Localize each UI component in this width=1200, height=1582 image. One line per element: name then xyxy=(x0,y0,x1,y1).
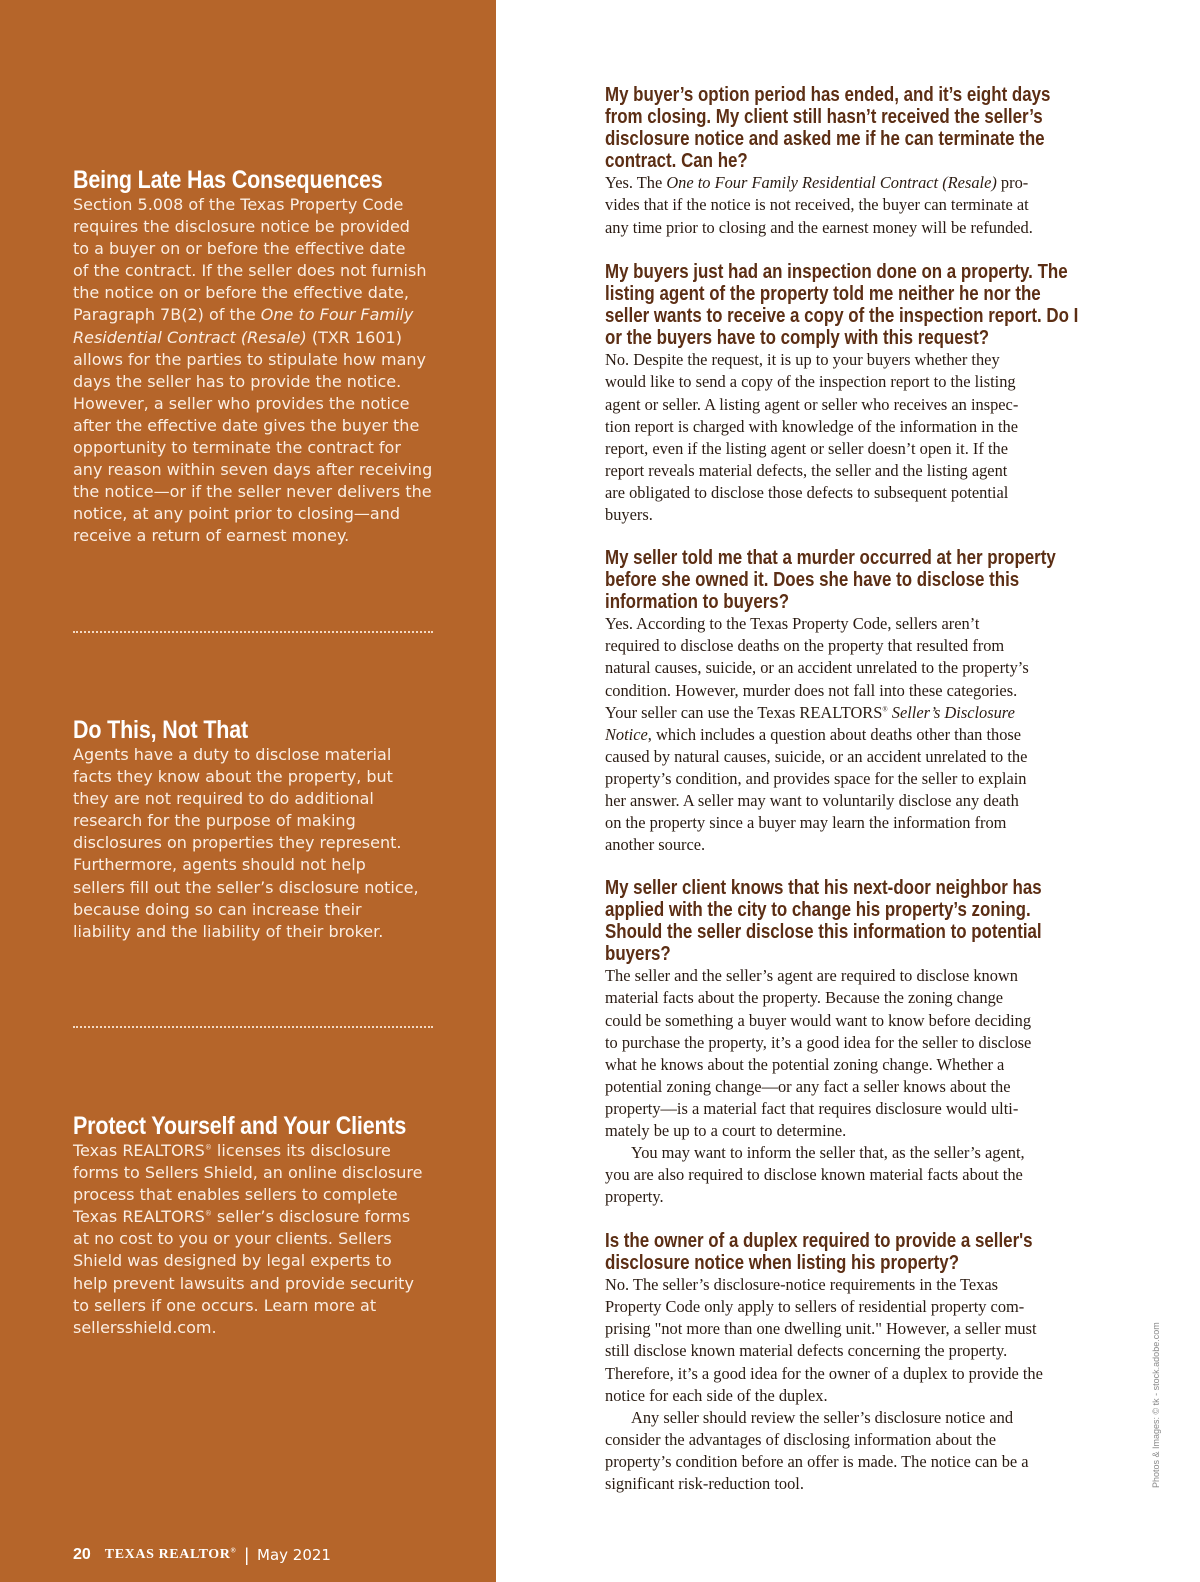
answer-line: prising "not more than one dwelling unit." However, a seller must xyxy=(605,1319,1037,1339)
question xyxy=(605,84,1125,172)
sidebar-section-late xyxy=(73,166,438,548)
answer-line: to purchase the property, it’s a good idea for the seller to disclose xyxy=(605,1032,1032,1052)
page-footer xyxy=(73,1543,331,1567)
issue-date: May 2021 xyxy=(257,1546,331,1564)
qa-option-period xyxy=(605,84,1125,239)
body-line: at no cost to you or your clients. Sellers xyxy=(73,1229,392,1249)
body-line: the notice on or before the effective date, xyxy=(73,283,409,303)
section-body xyxy=(73,194,438,548)
sidebar xyxy=(0,0,496,1582)
answer-line: her answer. A seller may want to voluntarily disclose any death xyxy=(605,791,1019,811)
answer-line: still disclose known material defects concerning the property. xyxy=(605,1341,1008,1361)
body-line: Residential Contract (Resale) (TXR 1601) xyxy=(73,327,402,347)
body-line: sellers fill out the seller’s disclosure notice, xyxy=(73,877,419,897)
answer-line: The seller and the seller’s agent are required to disclose known xyxy=(605,966,1018,986)
body-line: any reason within seven days after receiving xyxy=(73,460,433,480)
body-line: sellersshield.com. xyxy=(73,1317,217,1337)
question-line: My buyer’s option period has ended, and it’s eight days xyxy=(605,84,1051,106)
answer-line: No. The seller’s disclosure-notice requirements in the Texas xyxy=(605,1275,999,1295)
answer-line: property—is a material fact that requires disclosure would ulti- xyxy=(605,1098,1019,1118)
body-line: after the effective date gives the buyer the xyxy=(73,415,420,435)
question-line: seller wants to receive a copy of the inspection report. Do I xyxy=(605,305,1079,328)
body-line: to sellers if one occurs. Learn more at xyxy=(73,1295,377,1315)
question-line: or the buyers have to comply with this request? xyxy=(605,327,990,350)
answer-line: could be something a buyer would want to know before deciding xyxy=(605,1010,1032,1030)
answer-line: consider the advantages of disclosing information about the xyxy=(605,1429,996,1449)
body-line: requires the disclosure notice be provided xyxy=(73,217,410,237)
body-line: the notice—or if the seller never delivers the xyxy=(73,482,432,502)
body-line: Agents have a duty to disclose material xyxy=(73,745,392,764)
answer-line: tion report is charged with knowledge of the information in the xyxy=(605,416,1019,436)
answer-line: Your seller can use the Texas REALTORS® Seller’s Disclosure xyxy=(605,702,1015,722)
question-line: from closing. My client still hasn’t received the seller’s xyxy=(605,106,1043,129)
answer-line: report reveals material defects, the seller and the listing agent xyxy=(605,460,1008,480)
answer-line: required to disclose deaths on the property that resulted from xyxy=(605,636,1005,656)
section-body xyxy=(73,744,438,943)
answer-line: any time prior to closing and the earnest money will be refunded. xyxy=(605,217,1033,237)
footer-separator: | xyxy=(244,1544,250,1565)
answer-line: you are also required to disclose known material facts about the xyxy=(605,1165,1023,1185)
answer xyxy=(605,349,1125,526)
answer-line: Yes. The One to Four Family Residential Contract (Resale) pro- xyxy=(605,173,1029,193)
body-line: because doing so can increase their xyxy=(73,899,362,919)
body-line: liability and the liability of their broker. xyxy=(73,921,384,941)
body-line: notice, at any point prior to closing—and xyxy=(73,504,401,524)
answer xyxy=(605,965,1125,1208)
qa-murder-disclosure xyxy=(605,547,1125,856)
qa-inspection-report xyxy=(605,261,1125,526)
qa-zoning-change xyxy=(605,877,1125,1208)
magazine-title: TEXAS REALTOR® xyxy=(104,1546,237,1562)
answer-line: Property Code only apply to sellers of residential property com- xyxy=(605,1297,1025,1317)
question-line: information to buyers? xyxy=(605,591,790,614)
sidebar-section-protect xyxy=(73,1112,438,1339)
question-line: listing agent of the property told me neither he nor the xyxy=(605,283,1041,306)
answer-line: another source. xyxy=(605,835,706,855)
sidebar-divider xyxy=(73,1026,433,1028)
section-heading: Being Late Has Consequences xyxy=(73,166,383,194)
answer xyxy=(605,172,1125,238)
question-line: before she owned it. Does she have to disclose this xyxy=(605,569,1020,592)
body-line: research for the purpose of making xyxy=(73,811,356,831)
body-line: disclosures on properties they represent. xyxy=(73,833,402,853)
question-line: disclosure notice and asked me if he can terminate the xyxy=(605,128,1045,151)
body-line: Section 5.008 of the Texas Property Code xyxy=(73,195,404,214)
answer-line: property’s condition, and provides space for the seller to explain xyxy=(605,768,1027,788)
question-line: Should the seller disclose this information to potential xyxy=(605,921,1042,944)
body-line: process that enables sellers to complete xyxy=(73,1185,398,1205)
question xyxy=(605,261,1125,349)
qa-duplex-owner xyxy=(605,1230,1125,1495)
body-line: receive a return of earnest money. xyxy=(73,526,350,546)
answer xyxy=(605,613,1125,856)
body-line: Texas REALTORS® licenses its disclosure xyxy=(73,1141,391,1160)
answer-line: would like to send a copy of the inspection report to the listing xyxy=(605,372,1016,392)
body-line: Shield was designed by legal experts to xyxy=(73,1251,392,1271)
section-heading: Protect Yourself and Your Clients xyxy=(73,1112,407,1140)
body-line: facts they know about the property, but xyxy=(73,767,393,787)
question-line: Is the owner of a duplex required to provide a seller's xyxy=(605,1230,1033,1252)
answer-line: agent or seller. A listing agent or seller who receives an inspec- xyxy=(605,394,1019,414)
answer-line: property. xyxy=(605,1187,664,1207)
answer-line: are obligated to disclose those defects to subsequent potential xyxy=(605,482,1009,502)
sidebar-divider xyxy=(73,631,433,633)
answer-line: Notice, which includes a question about deaths other than those xyxy=(605,724,1022,744)
body-line: days the seller has to provide the notice. xyxy=(73,371,402,391)
answer-line: buyers. xyxy=(605,505,653,525)
answer-line: property’s condition before an offer is made. The notice can be a xyxy=(605,1451,1029,1471)
answer-line: You may want to inform the seller that, as the seller’s agent, xyxy=(631,1143,1025,1163)
question-line: disclosure notice when listing his property? xyxy=(605,1252,960,1275)
body-line: opportunity to terminate the contract for xyxy=(73,438,401,458)
answer xyxy=(605,1274,1125,1495)
answer-line: notice for each side of the duplex. xyxy=(605,1385,828,1405)
question-line: My seller client knows that his next-door neighbor has xyxy=(605,877,1042,899)
question-line: contract. Can he? xyxy=(605,150,748,173)
answer-line: mately be up to a court to determine. xyxy=(605,1121,847,1141)
answer-line: material facts about the property. Because the zoning change xyxy=(605,988,1004,1008)
photo-credit: Photos & Images: © tk - stock.adobe.com xyxy=(1151,1322,1161,1488)
question-line: applied with the city to change his property’s zoning. xyxy=(605,899,1031,922)
section-heading: Do This, Not That xyxy=(73,716,249,744)
body-line: they are not required to do additional xyxy=(73,789,374,809)
body-line: forms to Sellers Shield, an online disclosure xyxy=(73,1163,423,1183)
answer-line: natural causes, suicide, or an accident unrelated to the property’s xyxy=(605,658,1029,678)
body-line: Furthermore, agents should not help xyxy=(73,855,366,875)
answer-line: caused by natural causes, suicide, or an accident unrelated to the xyxy=(605,746,1028,766)
body-line: of the contract. If the seller does not furnish xyxy=(73,261,427,281)
body-line: allows for the parties to stipulate how many xyxy=(73,349,426,369)
question-line: My buyers just had an inspection done on a property. The xyxy=(605,261,1068,283)
answer-line: No. Despite the request, it is up to your buyers whether they xyxy=(605,350,1000,370)
body-line: Texas REALTORS® seller’s disclosure forms xyxy=(73,1207,411,1227)
section-body xyxy=(73,1140,438,1339)
answer-line: report, even if the listing agent or seller doesn’t open it. If the xyxy=(605,438,1008,458)
question-line: My seller told me that a murder occurred at her property xyxy=(605,547,1056,569)
answer-line: significant risk-reduction tool. xyxy=(605,1474,804,1494)
body-line: Paragraph 7B(2) of the One to Four Family xyxy=(73,305,414,325)
answer-line: Therefore, it’s a good idea for the owner of a duplex to provide the xyxy=(605,1363,1043,1383)
question-line: buyers? xyxy=(605,943,671,966)
page-number: 20 xyxy=(73,1546,91,1563)
answer-line: what he knows about the potential zoning change. Whether a xyxy=(605,1054,1005,1074)
body-line: help prevent lawsuits and provide security xyxy=(73,1273,414,1293)
body-line: to a buyer on or before the effective date xyxy=(73,239,406,259)
body-line: However, a seller who provides the notice xyxy=(73,393,410,413)
answer-line: condition. However, murder does not fall into these categories. xyxy=(605,680,1018,700)
question xyxy=(605,1230,1125,1274)
answer-line: potential zoning change—or any fact a seller knows about the xyxy=(605,1076,1011,1096)
answer-line: Any seller should review the seller’s disclosure notice and xyxy=(631,1407,1014,1427)
question xyxy=(605,547,1125,613)
answer-line: Yes. According to the Texas Property Code, sellers aren’t xyxy=(605,614,980,634)
answer-line: vides that if the notice is not received, the buyer can terminate at xyxy=(605,195,1029,215)
sidebar-section-do-this xyxy=(73,716,438,943)
question xyxy=(605,877,1125,965)
answer-line: on the property since a buyer may learn the information from xyxy=(605,813,1007,833)
